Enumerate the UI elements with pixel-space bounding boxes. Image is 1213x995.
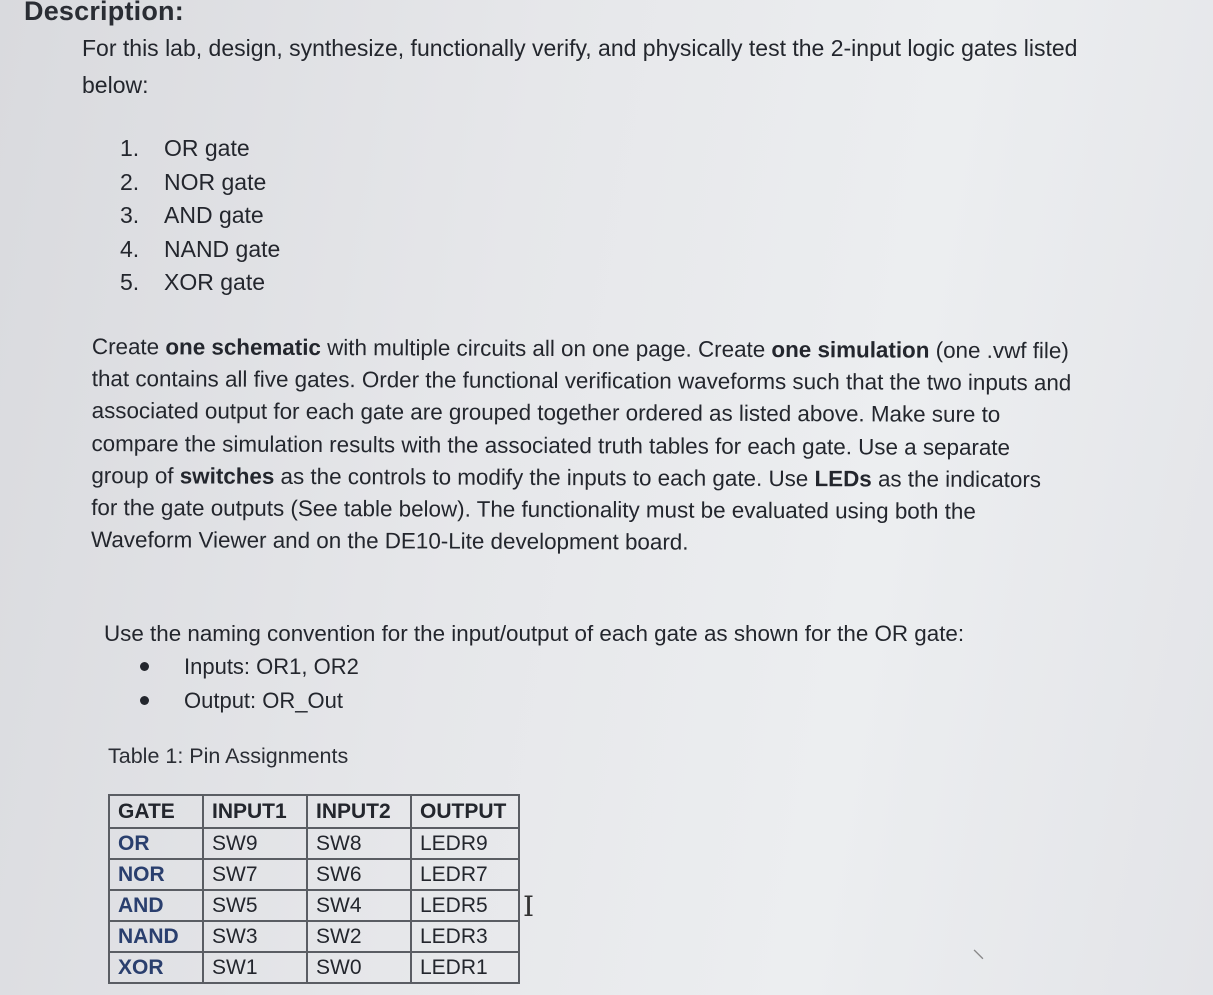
list-item <box>120 199 280 233</box>
text-cursor-icon: I <box>523 890 535 923</box>
list-number: 5. <box>120 269 140 295</box>
list-number: 1. <box>120 135 140 161</box>
para-bold: switches <box>179 463 275 489</box>
bullet-item <box>140 650 359 684</box>
bullet-text: Inputs: OR1, OR2 <box>184 654 359 679</box>
bullet-icon <box>140 696 149 705</box>
gate-cell: AND <box>109 890 203 921</box>
para-bold: one schematic <box>165 334 321 360</box>
input2-cell: SW8 <box>307 828 411 859</box>
input1-cell: SW1 <box>203 952 307 983</box>
column-header: INPUT2 <box>307 795 411 828</box>
input1-cell: SW5 <box>203 890 307 921</box>
list-label: NOR gate <box>164 168 267 195</box>
list-number: 4. <box>120 235 140 262</box>
bullet-icon <box>140 662 149 671</box>
list-item <box>120 266 280 300</box>
input2-cell: SW2 <box>307 921 411 952</box>
list-label: XOR gate <box>164 269 265 295</box>
bullet-text: Output: OR_Out <box>184 687 343 713</box>
pin-assignment-table <box>108 794 520 984</box>
stray-mark-icon: ⸌ <box>972 945 986 975</box>
para-text: as the controls to modify the inputs to each gate. Use <box>274 463 815 491</box>
list-item <box>120 233 280 267</box>
output-cell: LEDR7 <box>411 859 519 890</box>
table-row <box>109 952 519 983</box>
gate-list <box>120 132 280 300</box>
column-header: OUTPUT <box>411 795 519 828</box>
section-heading: Description: <box>24 0 184 26</box>
table-caption: Table 1: Pin Assignments <box>108 744 349 768</box>
instructions-paragraph <box>91 331 1072 561</box>
input2-cell: SW6 <box>307 859 411 890</box>
output-cell: LEDR3 <box>411 921 519 952</box>
input1-cell: SW3 <box>203 921 307 952</box>
para-bold: one simulation <box>771 336 930 363</box>
table-row <box>109 890 519 921</box>
gate-cell: OR <box>109 828 203 859</box>
naming-paragraph: Use the naming convention for the input/output of each gate as shown for the OR gate: <box>104 621 965 646</box>
list-number: 3. <box>120 202 140 228</box>
output-cell: LEDR5 <box>411 890 519 921</box>
para-text: as the indicators for the gate outputs (See table below). The functionality must be evaluated using both the Waveform Viewer and on the DE10-Lite development board. <box>91 466 1042 555</box>
gate-cell: NOR <box>109 859 203 890</box>
output-cell: LEDR1 <box>411 952 519 983</box>
list-label: NAND gate <box>164 235 281 262</box>
input2-cell: SW4 <box>307 890 411 921</box>
table-row <box>109 828 519 859</box>
list-number: 2. <box>120 168 140 195</box>
table-row <box>109 859 519 890</box>
para-text: Create <box>91 333 166 360</box>
column-header: GATE <box>109 795 203 828</box>
bullet-item <box>140 684 359 718</box>
table-row <box>109 921 519 952</box>
input1-cell: SW9 <box>203 828 307 859</box>
naming-bullets <box>140 650 359 717</box>
para-bold: LEDs <box>814 465 872 492</box>
input2-cell: SW0 <box>307 952 411 983</box>
gate-cell: NAND <box>109 921 203 952</box>
gate-cell: XOR <box>109 952 203 983</box>
input1-cell: SW7 <box>203 859 307 890</box>
table-header-row <box>109 795 519 828</box>
output-cell: LEDR9 <box>411 828 519 859</box>
list-item <box>120 166 280 200</box>
column-header: INPUT1 <box>203 795 307 828</box>
intro-paragraph: For this lab, design, synthesize, functionally verify, and physically test the 2-input logic gates listed below: <box>82 35 1078 98</box>
list-label: AND gate <box>164 202 264 228</box>
list-item <box>120 132 280 166</box>
list-label: OR gate <box>164 135 250 161</box>
para-text: with multiple circuits all on one page. Create <box>320 334 772 362</box>
para-text: (one .vwf file) that contains all five gates. Order the functional verification waveforms such that the two inputs and associated output for each gate are grouped together ordered as listed above. Make sure to compare the simulation results with the associated truth tables for each gate. Use a separate group of <box>91 337 1072 489</box>
